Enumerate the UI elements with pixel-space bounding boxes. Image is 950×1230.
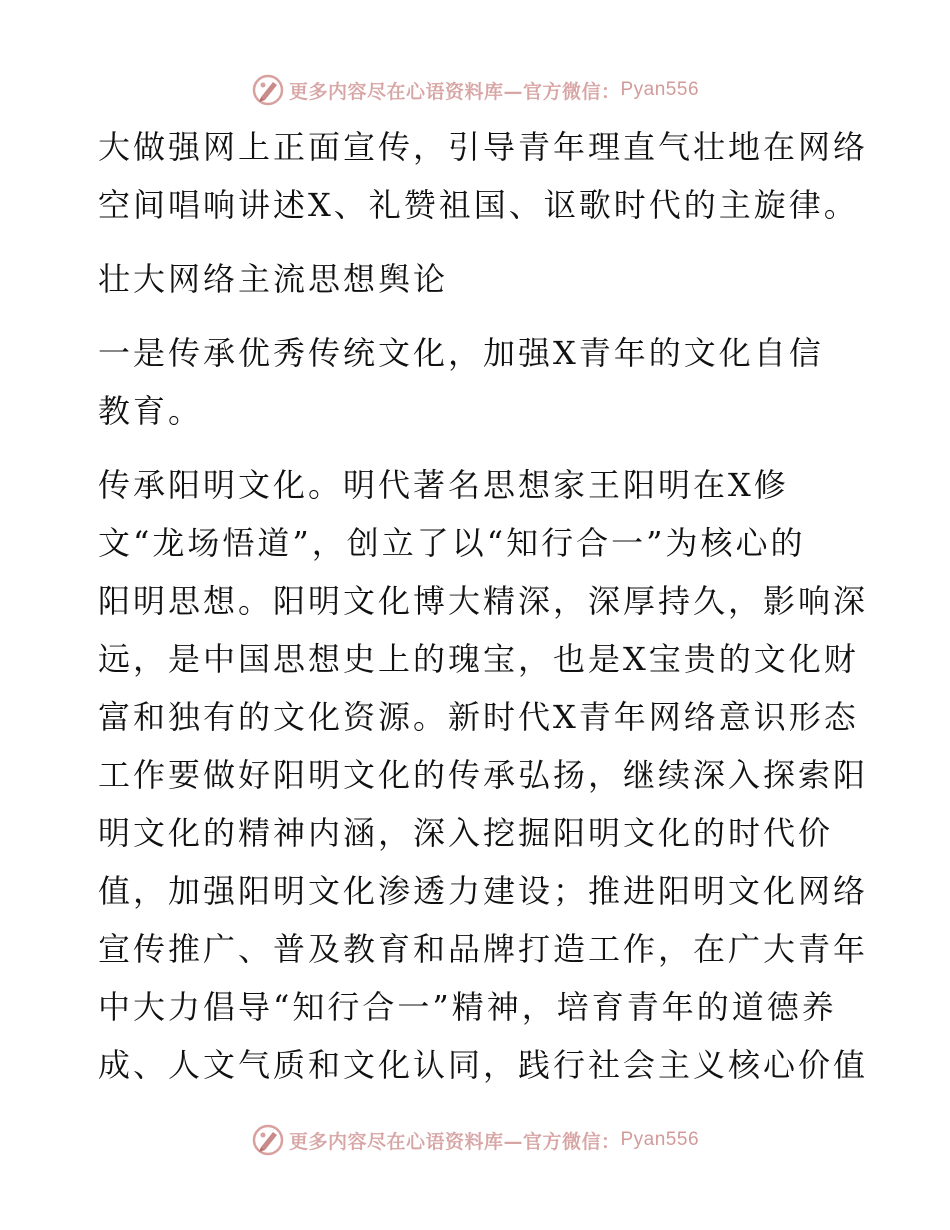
logo-icon: [251, 1123, 285, 1157]
text-line: 宣传推广、普及教育和品牌打造工作，在广大青年: [98, 930, 869, 968]
text-line: 传承阳明文化。明代著名思想家王阳明在X修: [98, 466, 789, 504]
logo-icon: [251, 73, 285, 107]
footer-watermark: [0, 1120, 950, 1160]
paragraph-2: [98, 324, 858, 440]
text-line: 一是传承优秀传统文化，加强X青年的文化自信: [98, 334, 824, 372]
text-line: 大做强网上正面宣传，引导青年理直气壮地在网络: [98, 128, 869, 166]
document-body: [98, 118, 869, 1094]
text-line: 工作要做好阳明文化的传承弘扬，继续深入探索阳: [98, 756, 869, 794]
text-line: 中大力倡导“知行合一”精神，培育青年的道德养: [98, 988, 837, 1026]
section-heading: [98, 250, 858, 308]
paragraph-1: [98, 118, 869, 234]
text-line: 空间唱响讲述X、礼赞祖国、讴歌时代的主旋律。: [98, 186, 859, 224]
paragraph-3: [98, 456, 869, 1094]
watermark-text: 更多内容尽在心语资料库—官方微信：: [288, 1130, 621, 1153]
text-line: 值，加强阳明文化渗透力建设；推进阳明文化网络: [98, 872, 869, 910]
text-line: 富和独有的文化资源。新时代X青年网络意识形态: [98, 698, 859, 736]
text-line: 文“龙场悟道”，创立了以“知行合一”为核心的: [98, 524, 806, 562]
text-line: 成、人文气质和文化认同，践行社会主义核心价值: [98, 1046, 869, 1084]
text-line: 明文化的精神内涵，深入挖掘阳明文化的时代价: [98, 814, 834, 852]
heading-line: 壮大网络主流思想舆论: [98, 260, 449, 298]
text-line: 教育。: [98, 392, 204, 430]
text-line: 阳明思想。阳明文化博大精深，深厚持久，影响深: [98, 582, 869, 620]
watermark-wechat-id: Pyan556: [620, 1129, 700, 1150]
watermark-text: 更多内容尽在心语资料库—官方微信：: [288, 80, 621, 103]
header-watermark: [0, 70, 950, 110]
watermark-wechat-id: Pyan556: [620, 79, 700, 100]
text-line: 远，是中国思想史上的瑰宝，也是X宝贵的文化财: [98, 640, 859, 678]
